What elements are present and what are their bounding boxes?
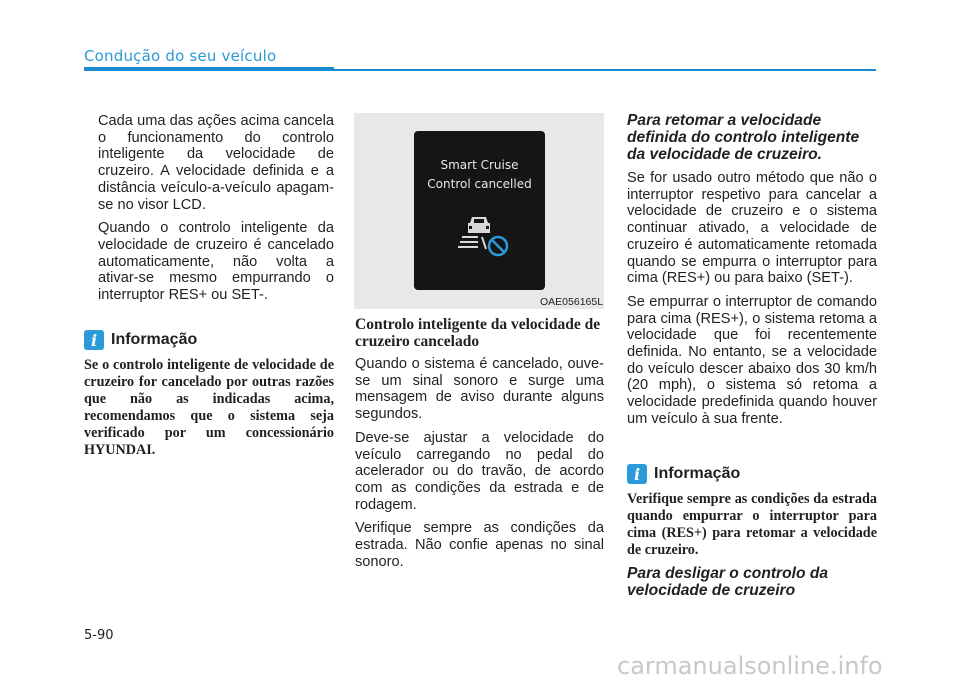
page-number: 5-90 [84, 628, 114, 643]
info-text: Verifique sempre as condições da estrada quando empurrar o interruptor para cima (RES+) para retomar a velocidade de cruzeiro. [627, 491, 877, 558]
section-title: Condução do seu veículo [84, 47, 277, 65]
paragraph: Cada uma das ações acima cancela o funcionamento do controlo inteligente da velocidade de cruzeiro. A velocidade definida e a distância veículo-a-veículo apagam-se no visor LCD. [98, 113, 334, 213]
section-heading: Para desligar o controlo da velocidade de cruzeiro [627, 565, 829, 599]
section-heading: Para retomar a velocidade definida do controlo inteligente da velocidade de cruzeiro. [627, 112, 860, 163]
info-text: Se o controlo inteligente de velocidade de cruzeiro for cancelado por outras razões que não as indicadas acima, recomendamos que o sistema seja verificado por um concessionário HYUNDAI. [84, 357, 334, 458]
cluster-figure [354, 113, 604, 309]
info-box-2 [627, 464, 877, 599]
watermark: carmanualsonline.info [617, 652, 883, 680]
column-2-body [355, 316, 604, 570]
paragraph: Quando o controlo inteligente da velocidade de cruzeiro é cancelado automaticamente, não volta a ativar-se mesmo empurrando o interruptor RES+ ou SET-. [98, 220, 334, 304]
header-rule-thick [84, 67, 334, 71]
info-header [84, 330, 334, 350]
info-title: Informação [654, 465, 741, 482]
paragraph: Verifique sempre as condições da estrada. Não confie apenas no sinal sonoro. [355, 520, 604, 570]
header-rule-thin [334, 69, 876, 71]
screen-line-1: Smart Cruise [440, 158, 519, 172]
lcd-screen [414, 131, 545, 290]
screen-line-2: Control cancelled [427, 177, 532, 191]
info-box-1 [84, 330, 334, 459]
info-header [627, 464, 877, 484]
paragraph: Se empurrar o interruptor de comando para cima (RES+), o sistema retoma a velocidade que foi recentemente definida. No entanto, se a velocidade do veículo descer abaixo dos 30 km/h (20 mph), o sistema só retoma a velocidade predefinida quando houver um veículo à sua frente. [627, 293, 877, 427]
info-title: Informação [111, 331, 198, 348]
figure-code: OAE056165L [540, 296, 604, 308]
smart-cruise-cancelled-icon [458, 213, 514, 261]
paragraph: Deve-se ajustar a velocidade do veículo carregando no pedal do acelerador ou do travão, de acordo com as condições da estrada e de rodagem. [355, 429, 604, 513]
column-3-body [627, 112, 877, 428]
info-icon: i [627, 464, 647, 484]
paragraph: Se for usado outro método que não o interruptor respetivo para cancelar a velocidade de cruzeiro e o sistema continuar ativado, a velocidade de cruzeiro é automaticamente retomada quando se empurra o interruptor para cima (RES+) ou para baixo (SET-). [627, 170, 877, 287]
section-heading: Controlo inteligente da velocidade de cruzeiro cancelado [355, 316, 601, 350]
column-1-body [98, 113, 334, 304]
info-icon: i [84, 330, 104, 350]
paragraph: Quando o sistema é cancelado, ouve-se um sinal sonoro e surge uma mensagem de aviso durante alguns segundos. [355, 356, 604, 423]
